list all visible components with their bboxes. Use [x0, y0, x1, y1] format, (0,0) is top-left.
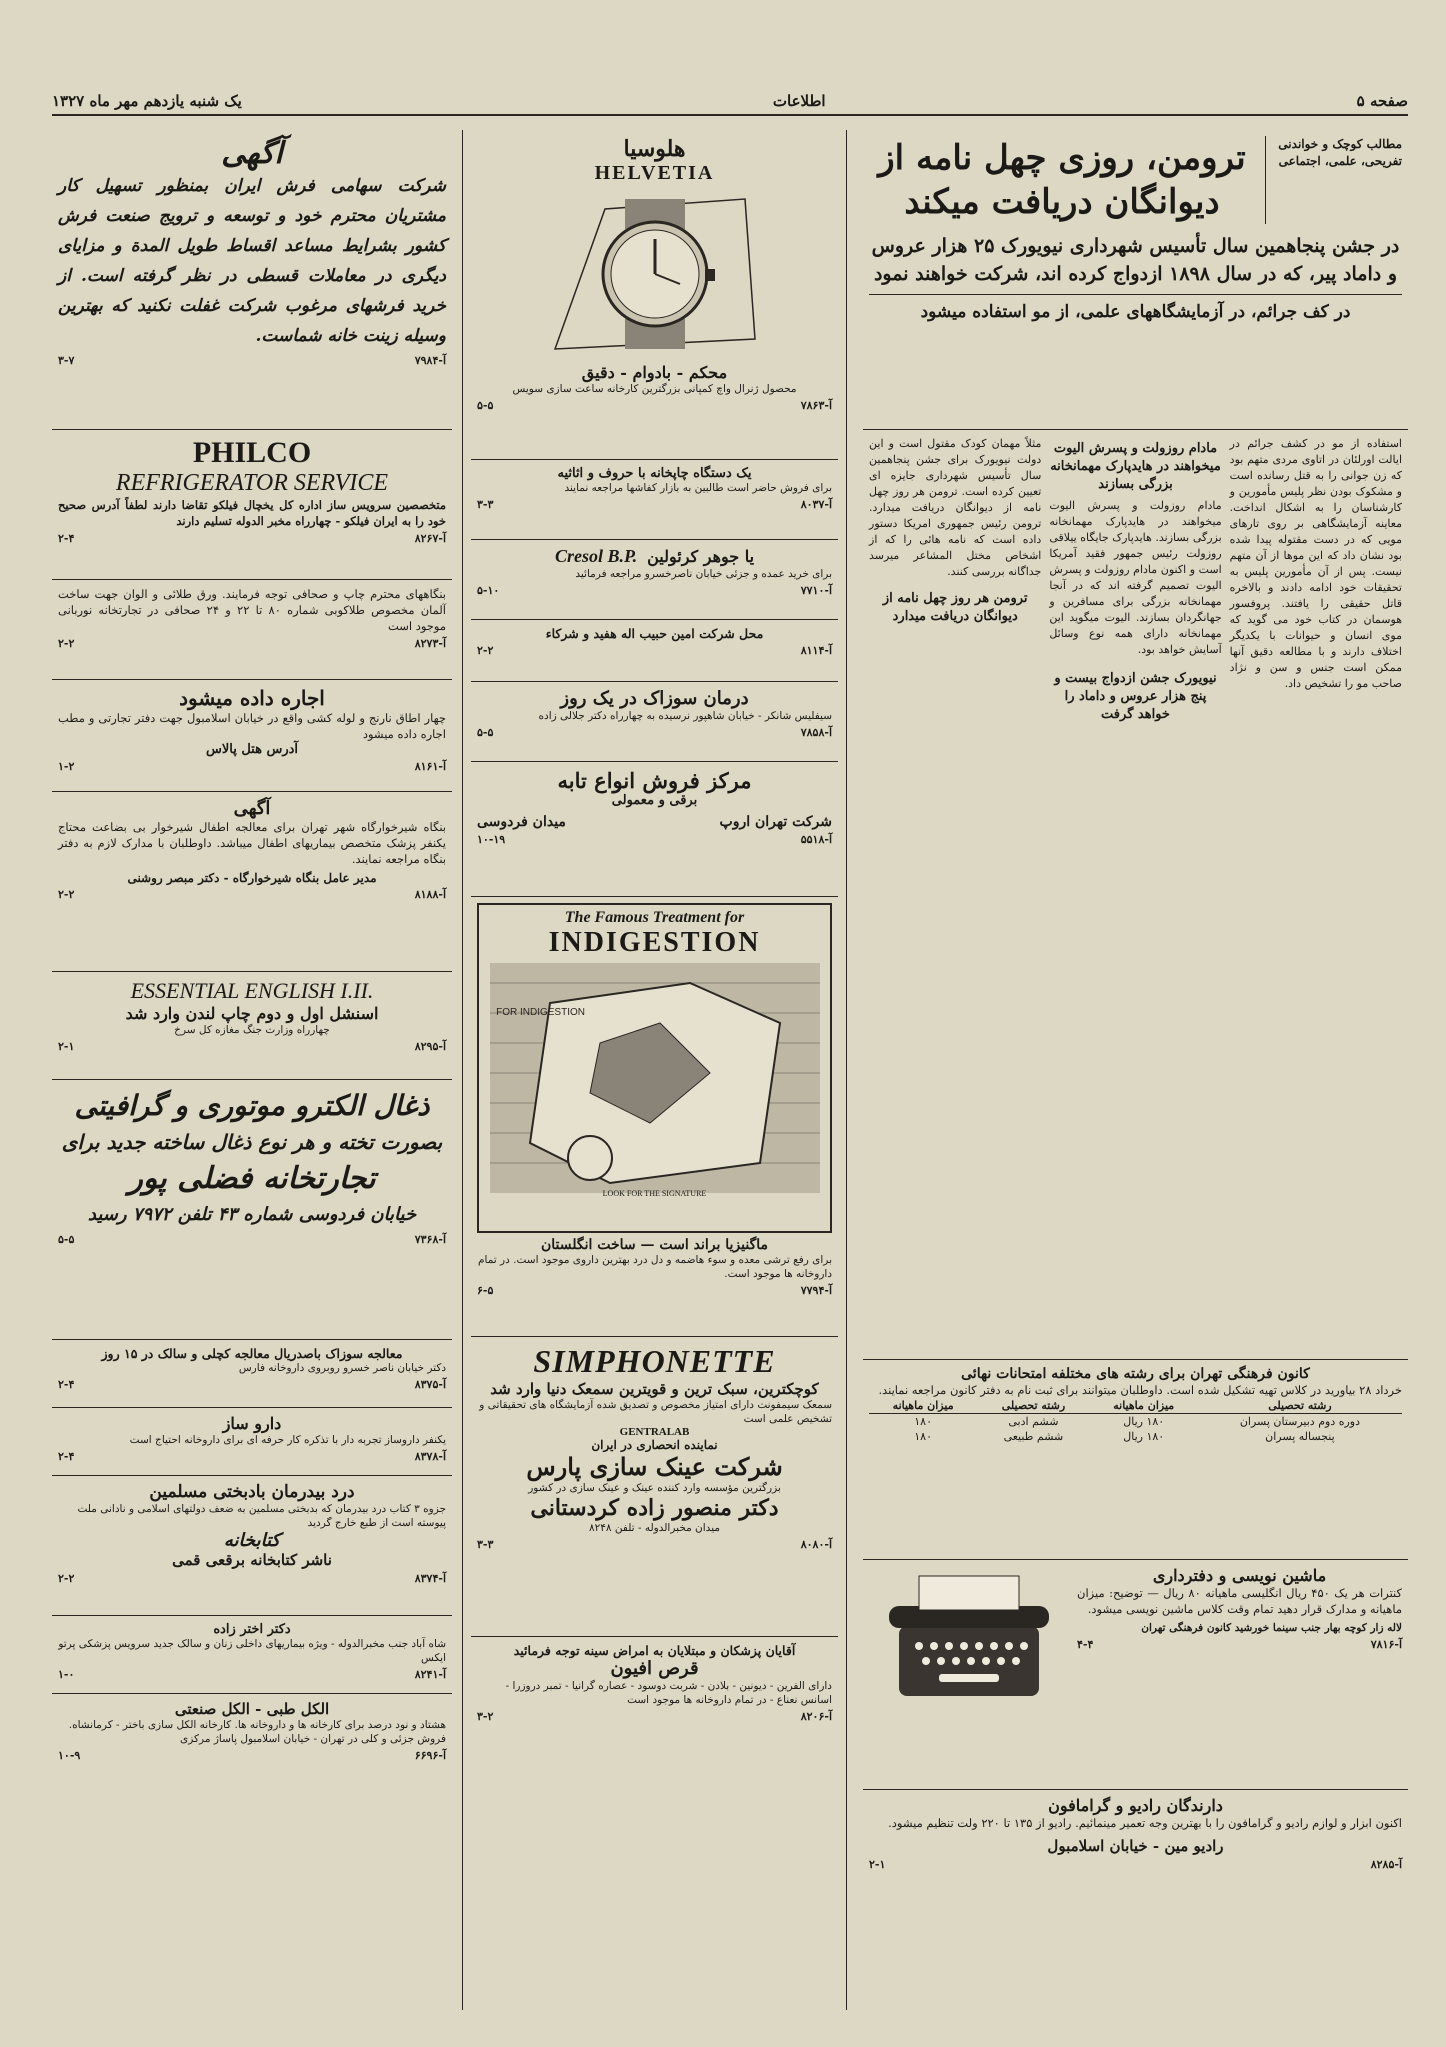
- ad-code: آ-۵۵۱۸: [800, 833, 832, 846]
- indigestion-line1: The Famous Treatment for: [564, 909, 745, 926]
- page-number: صفحه ۵: [1356, 92, 1408, 110]
- ad-run: ۲-۱: [58, 1040, 75, 1053]
- indigestion-ad: [471, 897, 838, 1337]
- ad-code: آ-۷۷۱۰: [800, 584, 832, 597]
- coal-address: خیابان فردوسی شماره ۴۳ تلفن ۷۹۷۲ رسید: [87, 1204, 417, 1225]
- nursery-title: آگهی: [233, 798, 271, 819]
- english-fa: اسنشل اول و دوم چاپ لندن وارد شد: [125, 1004, 379, 1023]
- notice-title: کانون فرهنگی تهران برای رشته های مختلفه امتحانات نهائی: [961, 1366, 1310, 1382]
- vd-ad: [52, 1340, 452, 1408]
- philco-brand: PHILCO: [192, 436, 312, 469]
- doctor-title: دکتر اختر زاده: [213, 1622, 291, 1637]
- ad-code: آ-۸۳۷۵: [414, 1378, 446, 1391]
- article-col-2: [1049, 436, 1221, 728]
- tin-sub: برقی و معمولی: [611, 793, 698, 808]
- cultural-center-notice: [863, 1360, 1408, 1560]
- nursery-sign: مدیر عامل بنگاه شیرخوارگاه - دکتر مبصر روشنی: [127, 871, 377, 885]
- ad-code: آ-۸۱۸۸: [414, 888, 446, 901]
- typing-text: کنترات هر یک ۴۵۰ ریال انگلیسی ماهیانه ۸۰ ریال — توضیح: میزان ماهیانه و مدارک قرار دهید تمام وقت کلاس ماشین نویسی میشود.: [1077, 1586, 1402, 1616]
- fee-header: رشته تحصیلی: [1198, 1398, 1402, 1414]
- ad-run: ۲-۴: [58, 532, 75, 545]
- watch-illustration: [545, 189, 765, 359]
- subheadline: در جشن پنجاهمین سال تأسیس شهرداری نیویورک ۲۵ هزار عروس و داماد پیر، که در سال ۱۸۹۸ ازدواج کرده اند، شرکت خواهند نمود: [871, 235, 1400, 285]
- radio-text: اکنون ابزار و لوازم رادیو و گرامافون را با بهترین وجه تعمیر مینمائیم. رادیو از ۱۳۵ تا ۲۲۰ ولت تنظیم میشود.: [888, 1816, 1402, 1830]
- subhead-wedding: نیویورک جشن ازدواج بیست و پنج هزار عروس و داماد را خواهد گرفت: [1054, 671, 1217, 722]
- middle-ad-column: [462, 130, 847, 2010]
- fee-row: پنجساله پسران ۱۸۰ ریال ششم طبیعی ۱۸۰: [914, 1430, 1335, 1443]
- drug-title: دارو ساز: [222, 1414, 282, 1433]
- typing-title: ماشین نویسی و دفترداری: [1152, 1566, 1327, 1585]
- ad-run: ۲-۴: [58, 1378, 75, 1391]
- carpet-notice: [52, 130, 452, 430]
- tin-title: مرکز فروش انواع تابه: [557, 768, 752, 793]
- printing-ad: [471, 460, 838, 540]
- ad-run: ۱-۲: [58, 760, 75, 773]
- alcohol-ad: [52, 1694, 452, 1794]
- coal-ad: [52, 1080, 452, 1340]
- medicine-box-illustration: [490, 963, 820, 1193]
- ad-run: ۵-۵: [477, 399, 494, 412]
- cure-title: درمان سوزاک در یک روز: [560, 688, 749, 709]
- ad-code: آ-۸۲۹۵: [414, 1040, 446, 1053]
- cresol-text: برای خرید عمده و جزئی خیابان ناصرخسرو مراجعه فرمائید: [575, 568, 832, 580]
- simph-title: کوچکترین، سبک ترین و قویترین سمعک دنیا وارد شد: [490, 1380, 819, 1398]
- indigestion-box-text: FOR INDIGESTION: [495, 1007, 585, 1018]
- ad-code: آ-۷۷۹۴: [800, 1284, 832, 1297]
- ad-run: ۱۰-۱۹: [477, 833, 506, 846]
- ad-code: آ-۷۸۱۶: [1370, 1638, 1402, 1651]
- ad-code: آ-۸۱۶۱: [414, 760, 446, 773]
- rent-address: آدرس هتل پالاس: [205, 742, 299, 757]
- notice-text: خرداد ۲۸ بیاورید در کلاس تهیه تشکیل شده است. داوطلبان میتوانند برای ثبت نام به دفتر کانون مراجعه نمایند.: [878, 1383, 1402, 1397]
- press-ad: [52, 580, 452, 680]
- nursery-ad: [52, 792, 452, 972]
- simph-address: میدان مخبرالدوله - تلفن ۸۲۴۸: [589, 1522, 720, 1534]
- ad-run: ۲-۴: [58, 1450, 75, 1463]
- book-store: کتابخانه: [223, 1530, 281, 1551]
- ad-run: ۲-۲: [58, 637, 75, 650]
- fee-header: میزان ماهیانه: [1090, 1398, 1198, 1414]
- philco-ad: [52, 430, 452, 580]
- typewriter-illustration: [869, 1566, 1069, 1726]
- afyoun-name: قرص افیون: [610, 1658, 699, 1679]
- section-label: مطالب کوچک و خواندنی تفریحی، علمی، اجتماعی: [1265, 136, 1402, 224]
- coal-company: تجارتخانه فضلی پور: [128, 1161, 376, 1196]
- vd-title: معالجه سوزاک باصدریال معالجه کچلی و سالک در ۱۵ روز: [101, 1346, 403, 1361]
- rent-title: اجاره داده میشود: [179, 686, 325, 710]
- book-text: جزوه ۳ کتاب درد بیدرمان که بدبختی مسلمین به ضعف دولتهای اسلامی و نادانی ملت پیوسته است از طبع خارج گردید: [77, 1503, 446, 1529]
- book-publisher: ناشر کتابخانه برقعی قمی: [172, 1551, 332, 1569]
- shop-title: محل شرکت امین حبیب اله هفید و شرکاء: [545, 626, 764, 641]
- rent-text: چهار اطاق نارنج و لوله کشی واقع در خیابان اسلامبول جهت دفتر تجارتی و مطب اجاره داده میشود: [58, 711, 446, 741]
- article-header: [863, 130, 1408, 430]
- masthead: [52, 78, 1408, 116]
- philco-service: REFRIGERATOR SERVICE: [115, 470, 389, 496]
- afyoun-text: دارای الفرین - دیونین - بلادن - شربت دوسود - عصاره گرانیا - تمبر دروزرا - اسانس نعناع - در تمام داروخانه ها موجود است: [505, 1680, 832, 1706]
- nursery-text: بنگاه شیرخوارگاه شهر تهران برای معالجه اطفال شیرخوار بی بضاعت محتاج یکنفر پزشک متخصص بیماریهای اطفال میباشد. داوطلبان با مدارک لازم به دفتر بنگاه مراجعه نمایند.: [58, 820, 446, 866]
- newspaper-page: [52, 78, 1408, 2018]
- fee-header: میزان ماهیانه: [869, 1398, 977, 1414]
- ad-run: ۳-۲: [477, 1710, 494, 1723]
- subhead-truman: ترومن هر روز چهل نامه از دیوانگان دریافت میدارد: [882, 591, 1028, 624]
- headline: ترومن، روزی چهل نامه از دیوانگان دریافت میکند: [878, 138, 1246, 222]
- simph-agent: نماینده انحصاری در ایران: [591, 1438, 718, 1452]
- subhead-roosevelt: مادام روزولت و پسرش الیوت میخواهند در هایدپارک مهمانخانه بزرگی بسازند: [1050, 441, 1221, 492]
- ad-code: آ-۸۰۳۷: [800, 498, 832, 511]
- book-ad: [52, 1476, 452, 1616]
- tin-address: میدان فردوسی: [477, 814, 566, 830]
- press-text: بنگاههای محترم چاپ و صحافی توجه فرمایند. ورق طلائی و الوان جهت ساخت آلمان مخصوص طلاکوبی شماره ۸۰ تا ۲۲ و ۲۴ صحافی در تجارتخانه نوربانی موجود است: [58, 587, 447, 633]
- article-col-3: [869, 436, 1041, 728]
- carpet-notice-text: شرکت سهامی فرش ایران بمنظور تسهیل کار مشتریان محترم خود و توسعه و ترویج صنعت فرش کشور بشرایط مساعد اقساط طویل المدة و مزایای دیگری در معاملات قسطی در نظر گرفته است. از خرید فرشهای مرغوب شرکت غفلت نکنید که بهترین وسیله زینت خانه شماست.: [58, 176, 446, 346]
- alcohol-title: الکل طبی - الکل صنعتی: [174, 1700, 330, 1718]
- radio-address: رادیو مین - خیابان اسلامبول: [1047, 1837, 1224, 1855]
- simph-sub: بزرگترین مؤسسه وارد کننده عینک و عینک سازی در کشور: [528, 1482, 781, 1494]
- ad-code: آ-۸۳۷۸: [414, 1450, 446, 1463]
- article-col-1: استفاده از مو در کشف جرائم در ایالت اورلئان در اتاوی مردی متهم بود که زن جوانی را به قتل رسانده است و مشکوک بودن نظر پلیس مأمورین و کارشناسان را به اشکال انداخت. معاینه آزمایشگاهی بر روی تارهای مویی که در دست مقتوله پیدا شده بود نشان داد که این موها از آن متهم نیست. پس از آن مأمورین پلیس به تحقیقات خود ادامه دادند و بالاخره قاتل حقیقی را یافتند. پروفسور هوسمان در کتاب خود می گوید که موی انسان و حیوانات با یکدیگر اختلاف دارند و با مطالعه دقیق آنها ممکن است جنس و سن و نژاد صاحب مو را تشخیص داد.: [1229, 437, 1402, 690]
- article-col-3-text: مثلاً مهمان کودک مقتول است و این دولت نیویورک برای جشن پنجاهمین سال تأسیس شهرداری جایزه ای تعیین کرده است. ترومن هر روز چهل نامه از دیوانگان دریافت میدارد. ترومن رئیس جمهوری امریکا دستور داده است که نامه هائی را که از اشخاص مختل المشاعر میرسد جداگانه بررسی کنند.: [869, 437, 1042, 578]
- shop-ad: [471, 620, 838, 682]
- ad-code: آ-۸۲۸۵: [1370, 1858, 1402, 1871]
- helvetia-slogan: محکم - بادوام - دقیق: [581, 363, 728, 382]
- typing-ad: [863, 1560, 1408, 1790]
- cure-ad: [471, 682, 838, 762]
- helvetia-brand: HELVETIA: [594, 162, 715, 184]
- paper-name: اطلاعات: [772, 92, 826, 110]
- ad-code: آ-۷۹۸۴: [414, 354, 446, 367]
- tin-ad: [471, 762, 838, 897]
- carpet-notice-title: آگهی: [221, 136, 283, 171]
- ad-code: آ-۷۸۶۳: [800, 399, 832, 412]
- ad-run: ۵-۱۰: [477, 584, 500, 597]
- simph-brand: SIMPHONETTE: [533, 1343, 776, 1379]
- typing-address: لاله زار کوچه بهار جنب سینما خورشید کانون فرهنگی تهران: [1141, 1622, 1402, 1634]
- issue-date: یک شنبه یازدهم مهر ماه ۱۳۲۷: [52, 92, 242, 110]
- rent-ad: [52, 680, 452, 792]
- article-body: [863, 430, 1408, 1360]
- cresol-ad: [471, 540, 838, 620]
- print-text: برای فروش حاضر است طالبین به بازار کفاشها مراجعه نمایند: [564, 482, 832, 494]
- philco-text: متخصصین سرویس ساز اداره کل یخچال فیلکو تقاضا دارند لطفاً آدرس صحیح خود را به ایران فیلکو - چهارراه مخبر الدوله تسلیم دارند: [58, 498, 446, 528]
- helvetia-title: هلوسیا: [623, 136, 686, 162]
- english-ad: [52, 972, 452, 1080]
- alcohol-text: هشتاد و نود درصد برای کارخانه ها و داروخانه ها. کارخانه الکل سازی باختر - کرمانشاه. فروش جزئی و کلی در تهران - خیابان اسلامبول پاساژ مرکزی: [68, 1719, 446, 1745]
- ad-run: ۲-۱: [869, 1858, 886, 1871]
- fee-table: [869, 1398, 1402, 1444]
- indigestion-fa-title: ماگنیزیا براند است — ساخت انگلستان: [540, 1237, 769, 1253]
- cure-text: سیفلیس شانکر - خیابان شاهپور نرسیده به چهارراه دکتر جلالی زاده: [538, 710, 832, 722]
- ad-run: ۳-۳: [477, 1538, 494, 1551]
- ad-code: آ-۸۳۷۴: [414, 1572, 446, 1585]
- radio-title: دارندگان رادیو و گرامافون: [1048, 1796, 1223, 1815]
- ad-run: ۵-۵: [58, 1233, 75, 1246]
- doctor-ad: [52, 1616, 452, 1694]
- helvetia-text: محصول ژنرال واچ کمپانی بزرگترین کارخانه ساعت سازی سویس: [512, 383, 797, 395]
- ad-run: ۲-۲: [58, 1572, 75, 1585]
- ad-run: ۲-۲: [58, 888, 75, 901]
- ad-run: ۴-۴: [1077, 1638, 1094, 1651]
- ad-code: آ-۸۲۰۶: [800, 1710, 832, 1723]
- indigestion-seal: LOOK FOR THE SIGNATURE: [602, 1189, 707, 1198]
- cresol-fa: یا جوهر کرئولین: [647, 547, 755, 566]
- fee-row: دوره دوم دبیرستان پسران ۱۸۰ ریال ششم ادبی ۱۸۰: [914, 1415, 1361, 1428]
- indigestion-line2: INDIGESTION: [548, 927, 761, 958]
- afyoun-title: آقایان پزشکان و مبتلایان به امراض سینه توجه فرمائید: [513, 1643, 796, 1658]
- ad-run: ۵-۵: [477, 726, 494, 739]
- ad-code: آ-۷۸۵۸: [800, 726, 832, 739]
- simph-text: سمعک سیمفونت دارای امتیاز مخصوص و تصدیق شده آزمایشگاه های تحقیقاتی و تشخیص علمی است: [479, 1399, 832, 1425]
- ad-code: آ-۸۲۶۷: [414, 532, 446, 545]
- ad-run: ۳-۷: [58, 354, 75, 367]
- ad-code: آ-۸۲۷۳: [414, 637, 446, 650]
- ad-run: ۳-۳: [477, 498, 494, 511]
- cresol-title: Cresol B.P.: [554, 546, 638, 566]
- simph-lab: GENTRALAB: [619, 1426, 690, 1438]
- doctor-text: شاه آباد جنب مخبرالدوله - ویژه بیماریهای داخلی زنان و سالک جدید سرویس پزشکی پرتو ایکس: [58, 1638, 446, 1664]
- ad-code: آ-۸۲۴۱: [414, 1668, 446, 1681]
- radio-ad: [863, 1790, 1408, 1940]
- tin-company: شرکت تهران اروپ: [719, 814, 832, 830]
- afyoun-ad: [471, 1637, 838, 1787]
- ad-run: ۱۰-۹: [58, 1749, 81, 1762]
- coal-title: ذغال الکترو موتوری و گرافیتی: [74, 1089, 430, 1122]
- indigestion-fa-text: برای رفع ترشی معده و سوء هاضمه و دل درد بهترین داروی موجود است. در تمام داروخانه ها موجود است.: [478, 1254, 832, 1280]
- ad-code: آ-۶۶۹۶: [414, 1749, 446, 1762]
- ad-run: ۱-۰: [58, 1668, 75, 1681]
- english-title: ESSENTIAL ENGLISH I.II.: [130, 978, 374, 1003]
- book-title: درد بیدرمان بادبختی مسلمین: [149, 1482, 355, 1502]
- english-text: چهارراه وزارت جنگ مغازه کل سرخ: [174, 1024, 330, 1036]
- ad-code: آ-۸۱۱۴: [800, 644, 832, 657]
- simph-company: شرکت عینک سازی پارس: [526, 1452, 783, 1481]
- vd-text: دکتر خیابان ناصر خسرو روبروی داروخانه فارس: [238, 1362, 446, 1374]
- article-column: [863, 130, 1408, 2010]
- drug-text: یکنفر داروساز تجربه دار با تذکره کار حرفه ای برای داروخانه احتیاج است: [129, 1434, 446, 1446]
- helvetia-ad: [471, 130, 838, 460]
- coal-text: بصورت تخته و هر نوع ذغال ساخته جدید برای: [61, 1130, 443, 1154]
- simph-doctor: دکتر منصور زاده کردستانی: [530, 1495, 779, 1521]
- print-title: یک دستگاه چاپخانه با حروف و اثاثیه: [557, 466, 752, 481]
- ad-code: آ-۷۳۶۸: [414, 1233, 446, 1246]
- article-col-2-text: مادام روزولت و پسرش الیوت میخواهند در هایدپارک مهمانخانه بزرگی بسازند. هایدپارک جایگاه ییلاقی روزولت رئیس جمهور فقید آمریکا است و اکنون مادام روزولت و پسرش الیوت تصمیم گرفته اند که در آنجا مهمانخانه بزرگی برای مسافرین و جهانگردان بسازند. الیوت میگوید این مهمانخانه دارای همه نوع وسائل آسایش خواهد بود.: [1049, 499, 1222, 656]
- ad-run: ۲-۲: [477, 644, 494, 657]
- left-ad-column: [52, 130, 452, 2010]
- simphonette-ad: [471, 1337, 838, 1637]
- pharmacist-ad: [52, 1408, 452, 1476]
- subheadline-hair: در کف جرائم، در آزمایشگاههای علمی، از مو استفاده میشود: [869, 294, 1402, 325]
- fee-header: رشته تحصیلی: [977, 1398, 1089, 1414]
- ad-code: آ-۸۰۸۰: [800, 1538, 832, 1551]
- ad-run: ۶-۵: [477, 1284, 494, 1297]
